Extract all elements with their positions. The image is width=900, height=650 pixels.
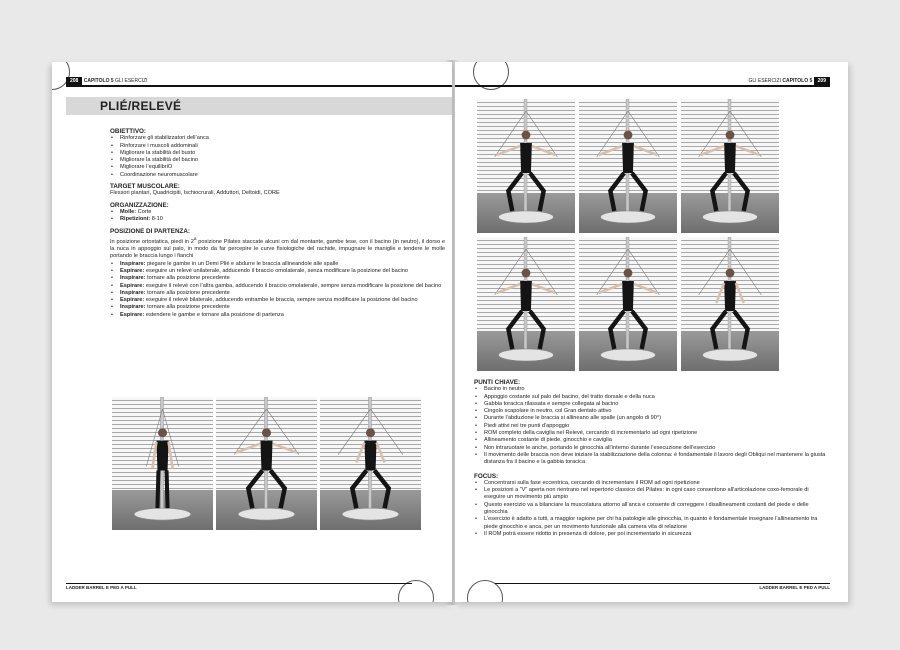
step-text: estendere le gambe e tornare alla posizione di partenza <box>145 311 284 318</box>
list-item: • Appoggio costante sul palo del bacino, del tratto dorsale e della nuca <box>474 394 826 401</box>
left-content <box>110 124 445 319</box>
superscript: a <box>193 235 197 241</box>
step-text: piegare le gambe in un Demi Plié e abdurre le braccia allineandole alle spalle <box>147 260 339 267</box>
step-label: Espirare: <box>120 297 145 304</box>
athlete-figure <box>681 237 779 371</box>
list-item: • Non intraruotare le anche, portando le ginocchia all’interno durante l’esecuzione dell’esercizio <box>474 445 826 452</box>
item-value: Corte <box>137 208 152 215</box>
list-item: • L’esercizio è adatto a tutti, a maggior ragione per chi ha patologie alle ginocchia, in quanto è fondamentale insegnare l’allineamento tra piede ginocchio e anca, per un movimento funzionale alla camera vita di relazione <box>474 516 826 531</box>
exercise-title-bar <box>66 97 452 115</box>
step-label: Inspirare: <box>120 275 146 282</box>
page-number: 208 <box>66 77 82 85</box>
step-item <box>110 268 445 275</box>
step-label: Inspirare: <box>120 304 146 311</box>
list-item: • Migliorare la stabilità del bacino <box>110 157 445 164</box>
athlete-figure <box>320 397 421 530</box>
left-page-header <box>66 77 452 87</box>
key-points-list <box>474 386 826 466</box>
list-item: • Migliorare l’equilibriO <box>110 164 445 171</box>
list-item: • Rinforzare gli stabilizzatori dell’anca <box>110 135 445 142</box>
exercise-photo <box>681 237 779 371</box>
list-item: • ROM completo della caviglia nel Relevé, cercando di incrementarlo ad ogni ripetizione <box>474 430 826 437</box>
right-page-header <box>455 77 830 87</box>
step-item <box>110 275 445 282</box>
objective-heading: OBIETTIVO: <box>110 128 147 135</box>
step-label: Espirare: <box>120 282 145 289</box>
objective-list <box>110 135 445 179</box>
target-text: Flessori plantari, Quadricipiti, Ischiocrurali, Adduttori, Deltoidi, CORE <box>110 190 280 197</box>
step-item <box>110 290 445 297</box>
list-item: • Allineamento costante di piede, ginocchio e caviglia <box>474 437 826 444</box>
list-item: • Bacino in neutro <box>474 386 826 393</box>
exercise-photo <box>112 397 213 530</box>
item-value: 8-10 <box>151 216 163 223</box>
chapter-title: GLI ESERCIZI <box>748 78 781 84</box>
text-part: In posizione ortostatica, piedi in 2 <box>110 238 194 245</box>
right-page <box>455 62 848 602</box>
step-text: tornare alla posizione precedente <box>147 275 230 282</box>
step-text: eseguire il relevé bilaterale, adducendo entrambe le braccia, sempre senza modificare la posizione del bacino <box>145 297 418 304</box>
left-page <box>52 62 452 602</box>
exercise-photo <box>681 99 779 233</box>
list-item: • Coordinazione neuromuscolare <box>110 172 445 179</box>
step-label: Espirare: <box>120 267 145 274</box>
athlete-figure <box>477 99 575 233</box>
athlete-figure <box>579 99 677 233</box>
text-part: posizione Pilates staccate alcuni cm dal montante, gambe tese, con il bacino (in neutro), il dorso e la nuca in appoggio sul palo, in modo da far percepire le curve fisiologiche del rachide, impugnare le maniglie e tendere le molle portando le braccia lungo i fianchi <box>110 238 445 260</box>
step-item <box>110 297 445 304</box>
list-item <box>110 216 445 223</box>
list-item: • Rinforzare i muscoli addominali <box>110 143 445 150</box>
list-item: • Questo esercizio va a bilanciare la muscolatura attorno all’anca e consente di correggere i disallineamenti costanti del piede e delle ginocchia <box>474 502 826 517</box>
step-text: eseguire un relevé unilaterale, adducendo il braccio omolaterale, senza modificare la posizione del bacino <box>145 267 408 274</box>
athlete-figure <box>681 99 779 233</box>
left-page-footer: LADDER BARREL E PED A PULL <box>66 583 412 593</box>
key-points-heading: PUNTI CHIAVE: <box>474 379 521 386</box>
exercise-photo <box>477 99 575 233</box>
organization-list <box>110 209 445 224</box>
list-item: • Cingolo scapolare in neutro, col Gran dentato attivo <box>474 408 826 415</box>
list-item: • Il ROM potrà essere ridotto in presenza di dolore, per poi incrementarlo in sicurezza <box>474 531 826 538</box>
target-heading: TARGET MUSCOLARE: <box>110 183 180 191</box>
exercise-photo <box>320 397 421 530</box>
exercise-photo <box>477 237 575 371</box>
step-item <box>110 283 445 290</box>
list-item: • Durante l’abduzione le braccia si allineano alle spalle (un angolo di 90°) <box>474 415 826 422</box>
list-item: • Gabbia toracica rilassata e sempre collegata al bacino <box>474 401 826 408</box>
steps-list <box>110 261 445 319</box>
step-label: Inspirare: <box>120 289 146 296</box>
athlete-figure <box>477 237 575 371</box>
athlete-figure <box>579 237 677 371</box>
step-label: Inspirare: <box>120 260 146 267</box>
exercise-photo <box>579 99 677 233</box>
athlete-figure <box>112 397 213 530</box>
chapter-label: CAPITOLO 5 <box>782 78 813 84</box>
exercise-photo <box>579 237 677 371</box>
list-item: • Concentrarsi sulla fase eccentrica, cercando di incrementare il ROM ad ogni ripetizione <box>474 480 826 487</box>
list-item: • Piedi attivi nei tre punti d’appoggio <box>474 423 826 430</box>
list-item: • Il movimento delle braccia non deve iniziare la stabilizzazione della colonna: è fondamentale il lavoro degli Obliqui nel mantenere la giusta distanza fra il bacino e la gabbia toracica <box>474 452 826 467</box>
exercise-photo <box>216 397 317 530</box>
step-item <box>110 312 445 319</box>
right-page-footer: LADDER BARREL E PED A PULL <box>495 583 830 593</box>
step-text: tornare alla posizione precedente <box>147 289 230 296</box>
start-position-heading: POSIZIONE DI PARTENZA: <box>110 227 190 235</box>
item-label: Ripetizioni: <box>120 216 151 223</box>
step-item <box>110 304 445 311</box>
page-number: 209 <box>814 77 830 85</box>
step-item <box>110 261 445 268</box>
right-content <box>474 375 826 538</box>
start-position-text <box>110 235 445 261</box>
item-label: Molle: <box>120 208 137 215</box>
page-title: PLIÉ/RELEVÉ <box>100 99 182 113</box>
step-label: Espirare: <box>120 311 145 318</box>
list-item: • Le posizioni a “V” aperta non rientrano nel repertorio classico del Pilates: in ogni caso consentono all’articolazione coxo-femorale di eseguire un movimento più ampio <box>474 487 826 502</box>
step-text: eseguire il relevé con l’altra gamba, adducendo il braccio omolaterale, sempre senza modificare la posizione del bacino <box>145 282 442 289</box>
athlete-figure <box>216 397 317 530</box>
focus-list <box>474 480 826 538</box>
chapter-label: CAPITOLO 5 <box>83 78 114 84</box>
organization-heading: ORGANIZZAZIONE: <box>110 201 169 209</box>
chapter-title: GLI ESERCIZI <box>115 78 148 84</box>
focus-heading: FOCUS: <box>474 472 499 480</box>
step-text: tornare alla posizione precedente <box>147 304 230 311</box>
list-item: • Migliorare la stabilità del busto <box>110 150 445 157</box>
list-item <box>110 209 445 216</box>
